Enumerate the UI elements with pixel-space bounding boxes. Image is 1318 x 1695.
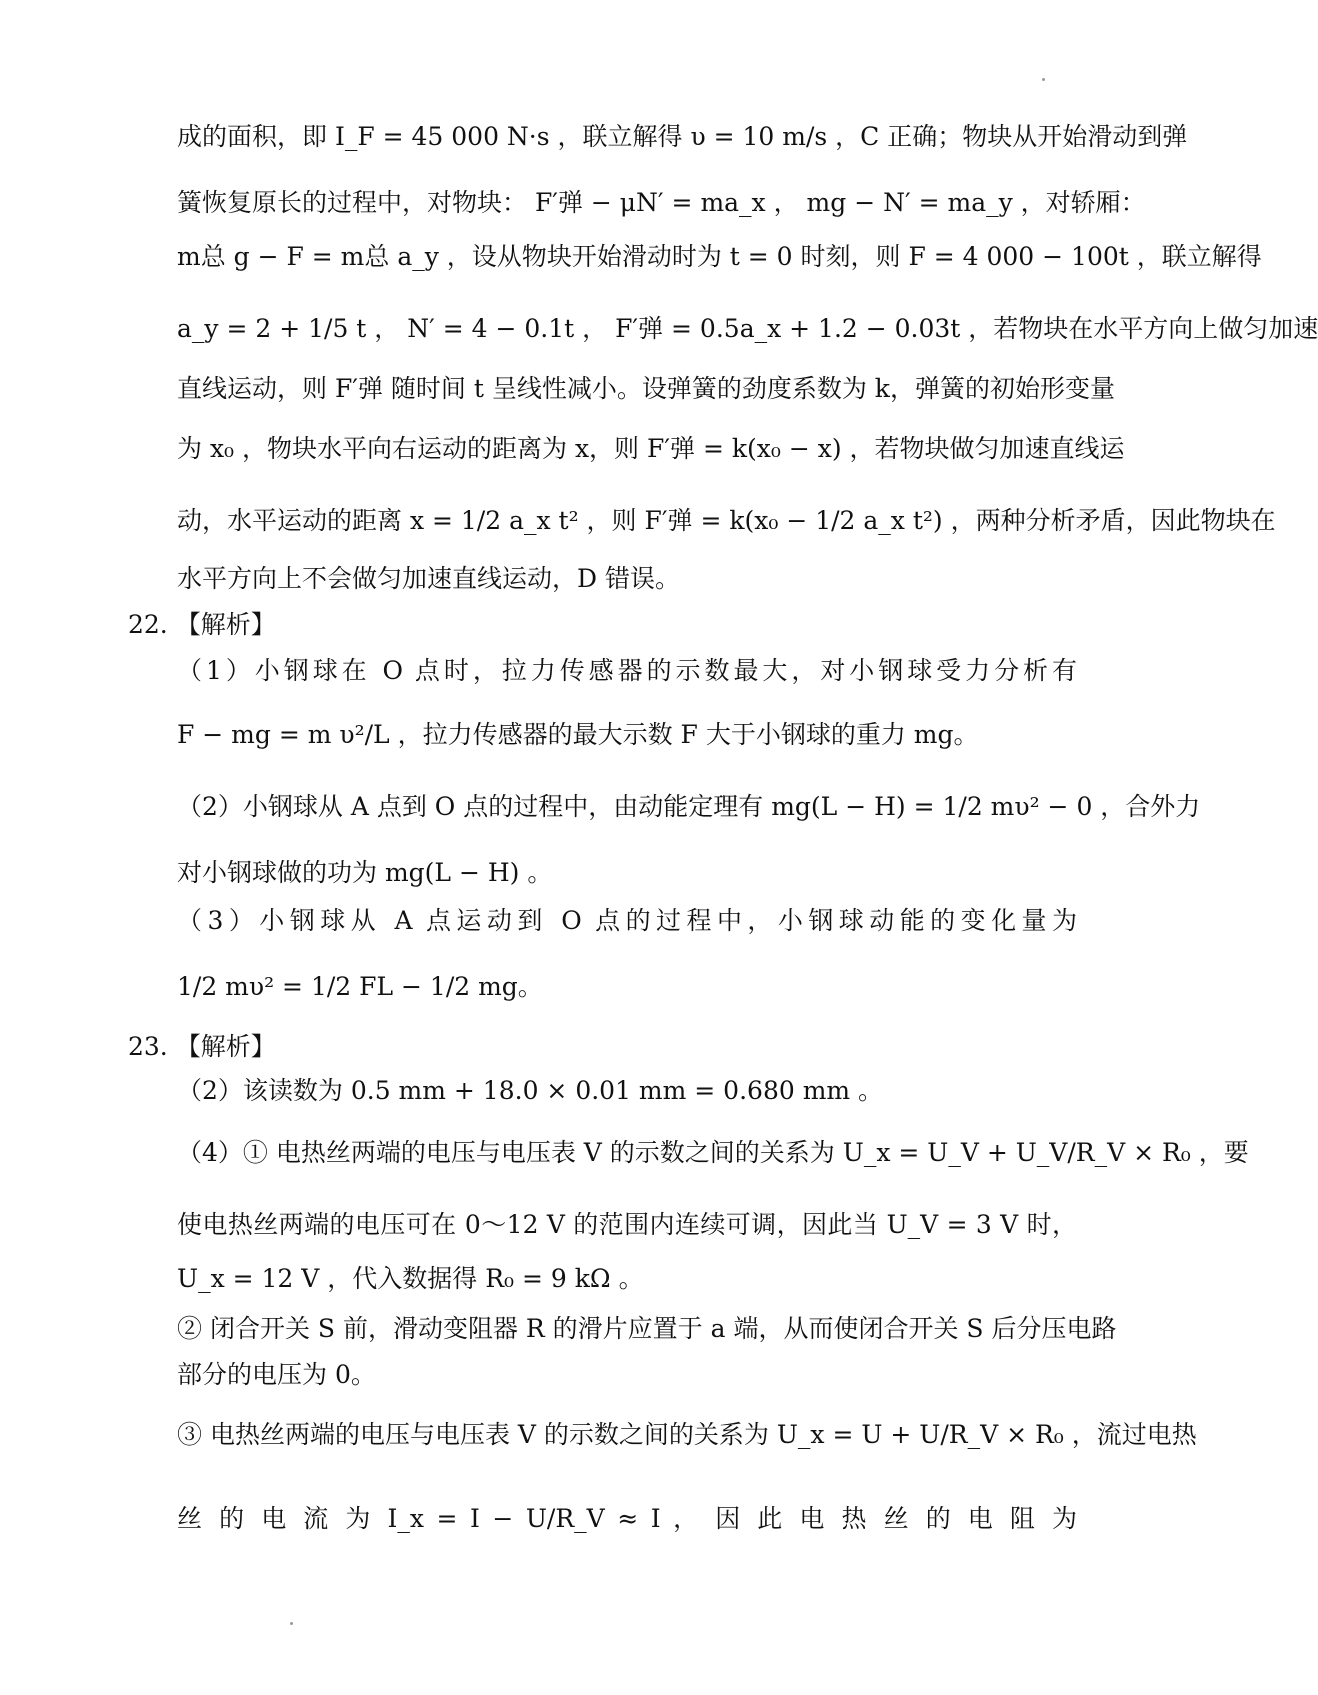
text-line: （3）小钢球从 A 点运动到 O 点的过程中，小钢球动能的变化量为 [177,906,1077,935]
text-line: 对小钢球做的功为 mg(L − H) 。 [177,858,553,887]
text-line: 直线运动，则 F′弹 随时间 t 呈线性减小。设弹簧的劲度系数为 k，弹簧的初始形变量 [177,374,1115,403]
text-line: ③ 电热丝两端的电压与电压表 V 的示数之间的关系为 U_x = U + U/R_V × R₀ ，流过电热 [177,1420,1197,1449]
text-line: 成的面积，即 I_F = 45 000 N·s ，联立解得 υ = 10 m/s ，C 正确；物块从开始滑动到弹 [177,122,1188,151]
question-heading: 22. 【解析】 [128,610,276,639]
text-line: 1/2 mυ² = 1/2 FL − 1/2 mg。 [177,972,543,1001]
text-line: （1）小钢球在 O 点时，拉力传感器的示数最大，对小钢球受力分析有 [177,656,1077,685]
question-heading: 23. 【解析】 [128,1032,276,1061]
text-line: 使电热丝两端的电压可在 0～12 V 的范围内连续可调，因此当 U_V = 3 V 时， [177,1210,1077,1239]
text-line: 动，水平运动的距离 x = 1/2 a_x t² ，则 F′弹 = k(x₀ − 1/2 a_x t²) ，两种分析矛盾，因此物块在 [177,506,1276,535]
text-line: m总 g − F = m总 a_y ，设从物块开始滑动时为 t = 0 时刻，则 F = 4 000 − 100t ，联立解得 [177,242,1262,271]
scan-speck [1042,78,1045,81]
text-line: 水平方向上不会做匀加速直线运动，D 错误。 [177,564,680,593]
text-line: （4）① 电热丝两端的电压与电压表 V 的示数之间的关系为 U_x = U_V + U_V/R_V × R₀ ，要 [177,1138,1249,1167]
text-line: （2）该读数为 0.5 mm + 18.0 × 0.01 mm = 0.680 mm 。 [177,1076,884,1105]
text-line: 为 x₀ ，物块水平向右运动的距离为 x，则 F′弹 = k(x₀ − x) ，若物块做匀加速直线运 [177,434,1125,463]
text-line: （2）小钢球从 A 点到 O 点的过程中，由动能定理有 mg(L − H) = 1/2 mυ² − 0 ，合外力 [177,792,1201,821]
scan-speck [290,1622,293,1625]
text-line: 部分的电压为 0。 [177,1360,376,1389]
text-line: a_y = 2 + 1/5 t ， N′ = 4 − 0.1t ， F′弹 = 0.5a_x + 1.2 − 0.03t ，若物块在水平方向上做匀加速 [177,314,1318,343]
text-line: F − mg = m υ²/L ，拉力传感器的最大示数 F 大于小钢球的重力 mg。 [177,720,979,749]
text-line: ② 闭合开关 S 前，滑动变阻器 R 的滑片应置于 a 端，从而使闭合开关 S 后分压电路 [177,1314,1117,1343]
text-line: 丝 的 电 流 为 I_x = I − U/R_V ≈ I ， 因 此 电 热 丝 的 电 阻 为 [177,1504,1077,1533]
text-line: U_x = 12 V ，代入数据得 R₀ = 9 kΩ 。 [177,1264,644,1293]
text-line: 簧恢复原长的过程中，对物块： F′弹 − μN′ = ma_x ， mg − N′ = ma_y ，对轿厢： [177,188,1146,217]
